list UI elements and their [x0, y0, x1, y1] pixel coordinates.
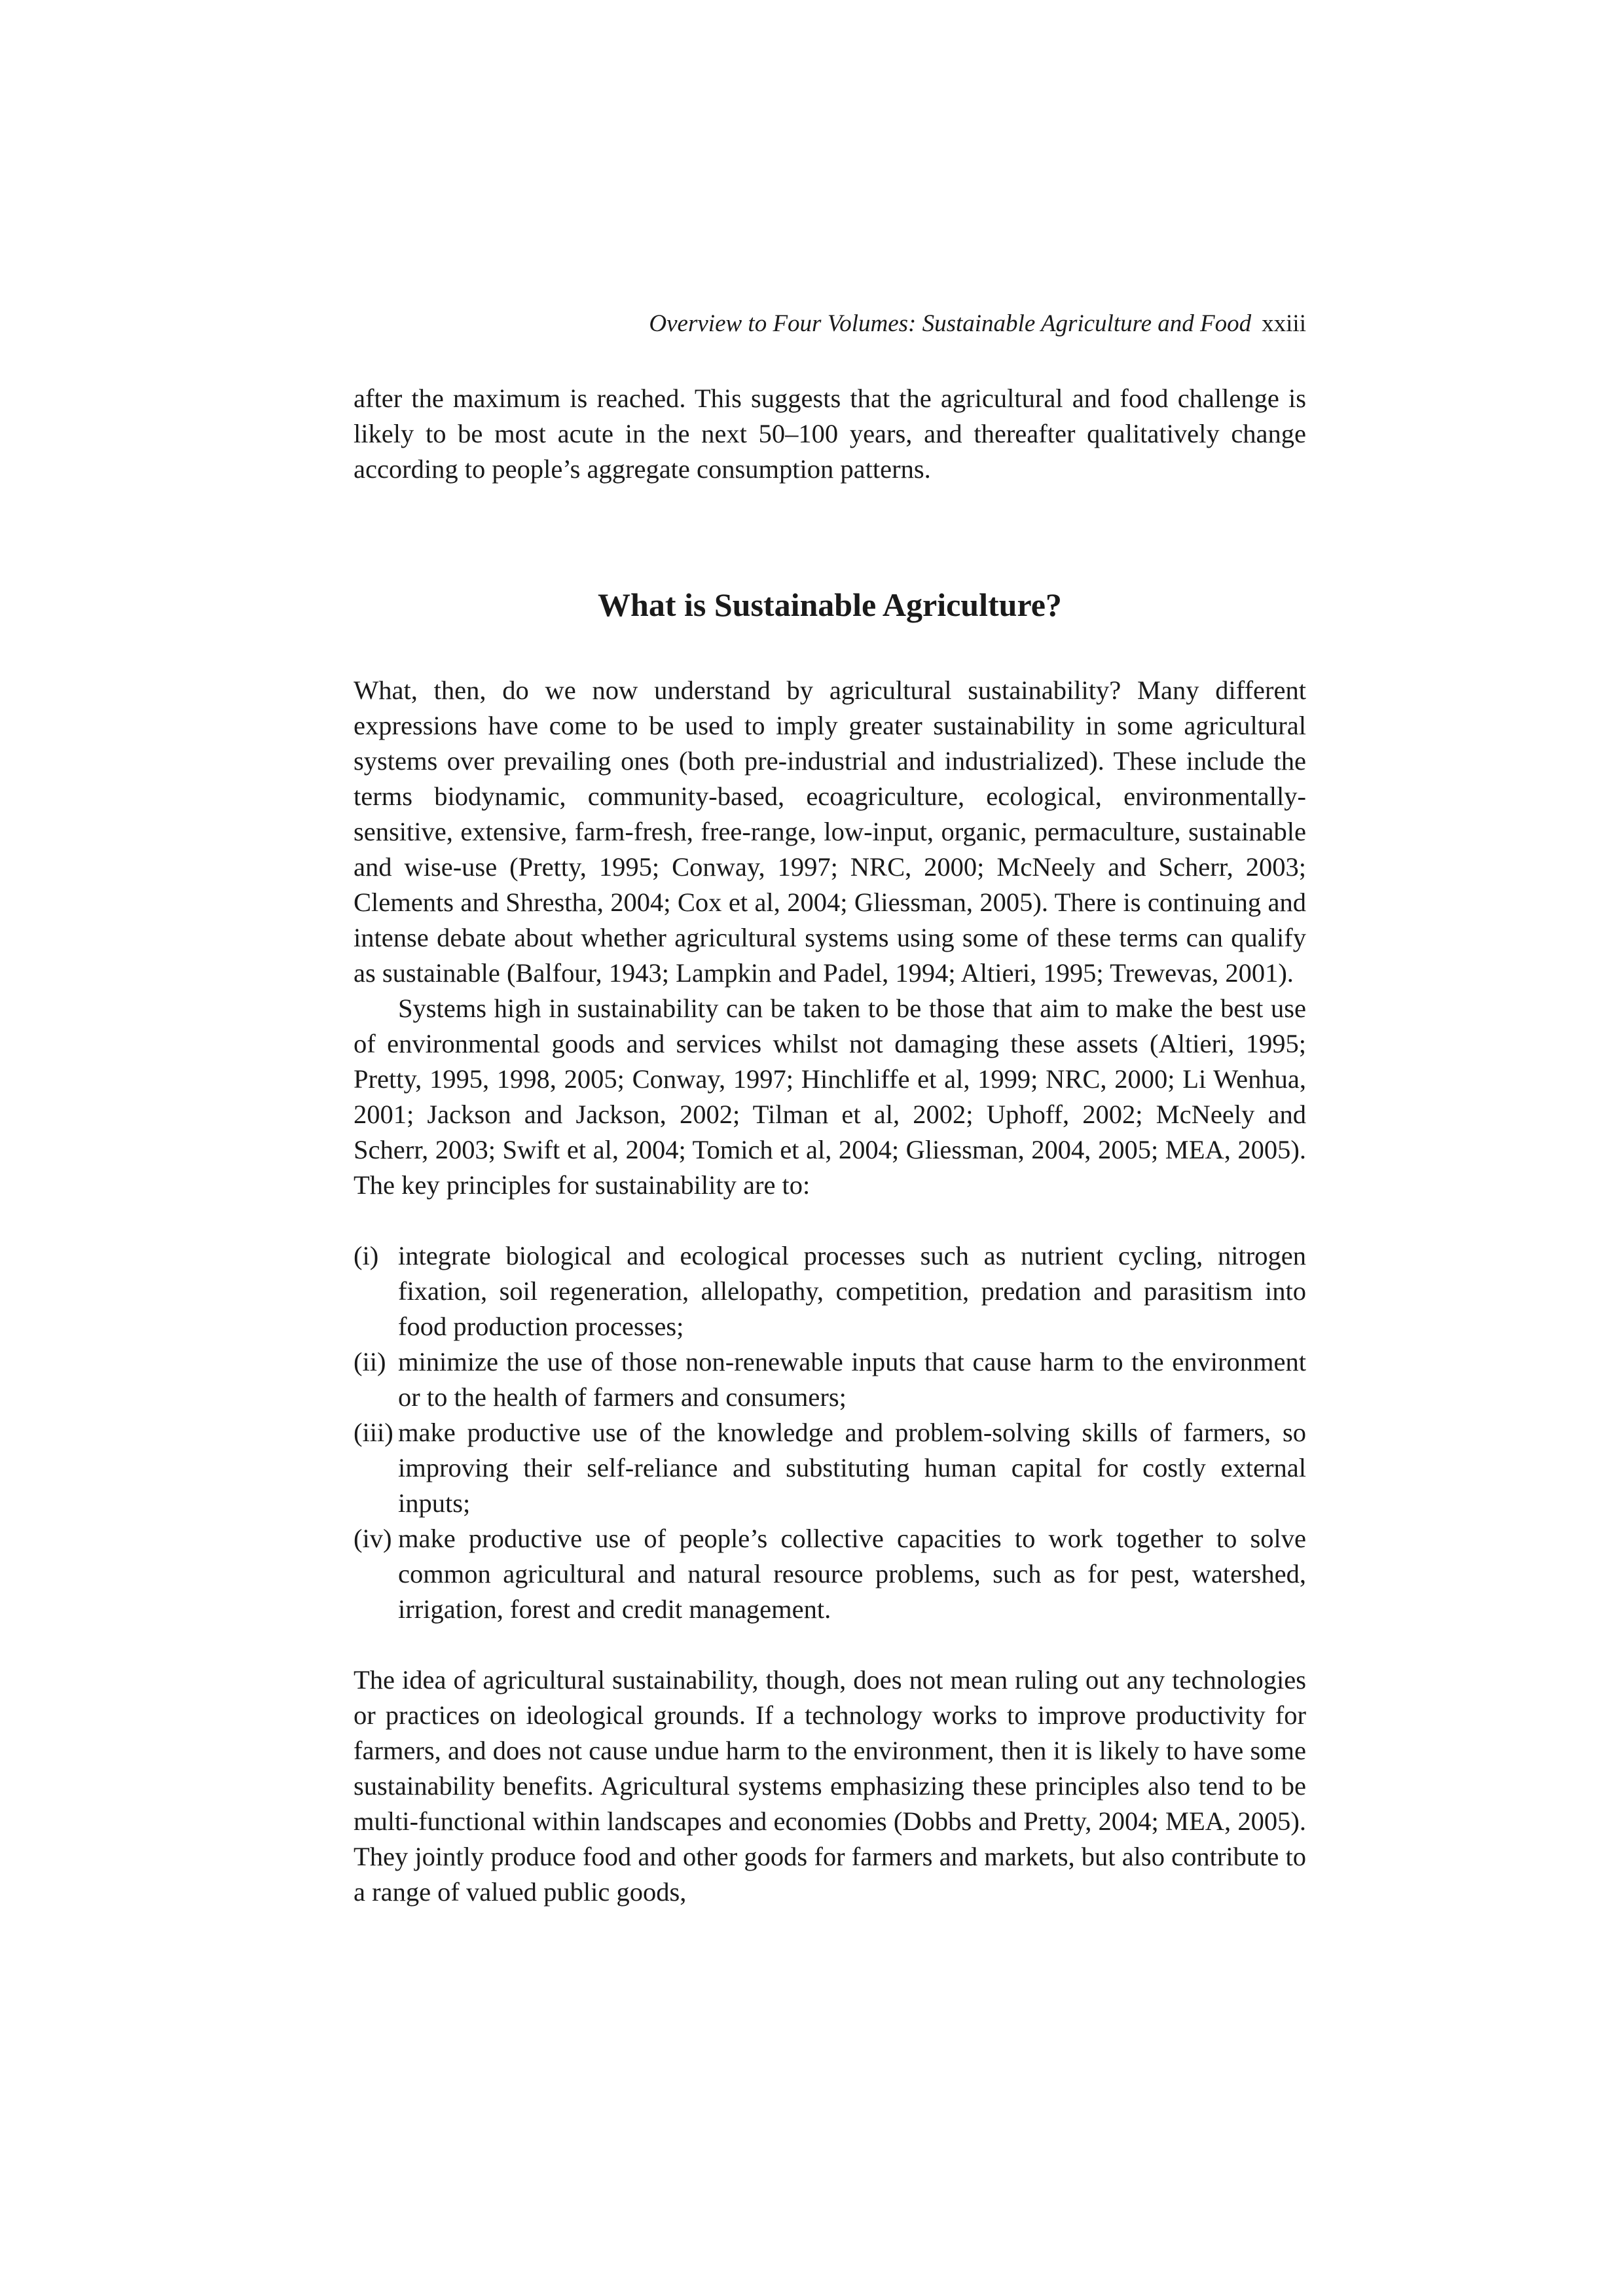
list-item [354, 1521, 1306, 1627]
list-item-number: (iv) [354, 1524, 392, 1553]
list-item-text: integrate biological and ecological processes such as nutrient cycling, nitrogen fixation, soil regeneration, allelopathy, competition, predation and parasitism into food production processes; [398, 1241, 1306, 1341]
list-item-number: (i) [354, 1241, 379, 1270]
list-item [354, 1344, 1306, 1415]
paragraph-definitions: What, then, do we now understand by agricultural sustainability? Many different expressions have come to be used to imply greater sustainability in some agricultural systems over prevailing ones (both pre-industrial and industrialized). These include the terms biodynamic, community-based, ecoagriculture, ecological, environmentally-sensitive, extensive, farm-fresh, free-range, low-input, organic, permaculture, sustainable and wise-use (Pretty, 1995; Conway, 1997; NRC, 2000; McNeely and Scherr, 2003; Clements and Shrestha, 2004; Cox et al, 2004; Gliessman, 2005). There is continuing and intense debate about whether agricultural systems using some of these terms can qualify as sustainable (Balfour, 1943; Lampkin and Padel, 1994; Altieri, 1995; Trewevas, 2001). [354, 675, 1306, 988]
paragraph-systems: Systems high in sustainability can be taken to be those that aim to make the best use of environmental goods and services whilst not damaging these assets (Altieri, 1995; Pretty, 1995, 1998, 2005; Conway, 1997; Hinchliffe et al, 1999; NRC, 2000; Li Wenhua, 2001; Jackson and Jackson, 2002; Tilman et al, 2002; Uphoff, 2002; McNeely and Scherr, 2003; Swift et al, 2004; Tomich et al, 2004; Gliessman, 2004, 2005; MEA, 2005). The key principles for sustainability are to: [354, 994, 1306, 1200]
list-item-text: make productive use of the knowledge and problem-solving skills of farmers, so improving their self-reliance and substituting human capital for costly external inputs; [398, 1418, 1306, 1518]
section-heading: What is Sustainable Agriculture? [598, 586, 1062, 623]
running-head-title: Overview to Four Volumes: Sustainable Agriculture and Food [649, 310, 1252, 337]
paragraph-multifunctional: The idea of agricultural sustainability, though, does not mean ruling out any technologies or practices on ideological grounds. If a technology works to improve productivity for farmers, and does not cause undue harm to the environment, then it is likely to have some sustainability benefits. Agricultural systems emphasizing these principles also tend to be multi-functional within landscapes and economies (Dobbs and Pretty, 2004; MEA, 2005). They jointly produce food and other goods for farmers and markets, but also contribute to a range of valued public goods, [354, 1665, 1306, 1907]
list-item [354, 1238, 1306, 1344]
list-item-number: (iii) [354, 1418, 393, 1447]
paragraph-continuation: after the maximum is reached. This suggests that the agricultural and food challenge is likely to be most acute in the next 50–100 years, and thereafter qualitatively change according to people’s aggregate consumption patterns. [354, 384, 1306, 484]
page-number: xxiii [1262, 310, 1306, 337]
list-item [354, 1415, 1306, 1521]
running-head [354, 308, 1306, 340]
list-item-number: (ii) [354, 1347, 386, 1376]
list-item-text: minimize the use of those non-renewable inputs that cause harm to the environment or to the health of farmers and consumers; [398, 1347, 1306, 1412]
list-item-text: make productive use of people’s collective capacities to work together to solve common agricultural and natural resource problems, such as for pest, watershed, irrigation, forest and credit management. [398, 1524, 1306, 1624]
book-page [354, 308, 1306, 1910]
principles-list [354, 1238, 1306, 1627]
